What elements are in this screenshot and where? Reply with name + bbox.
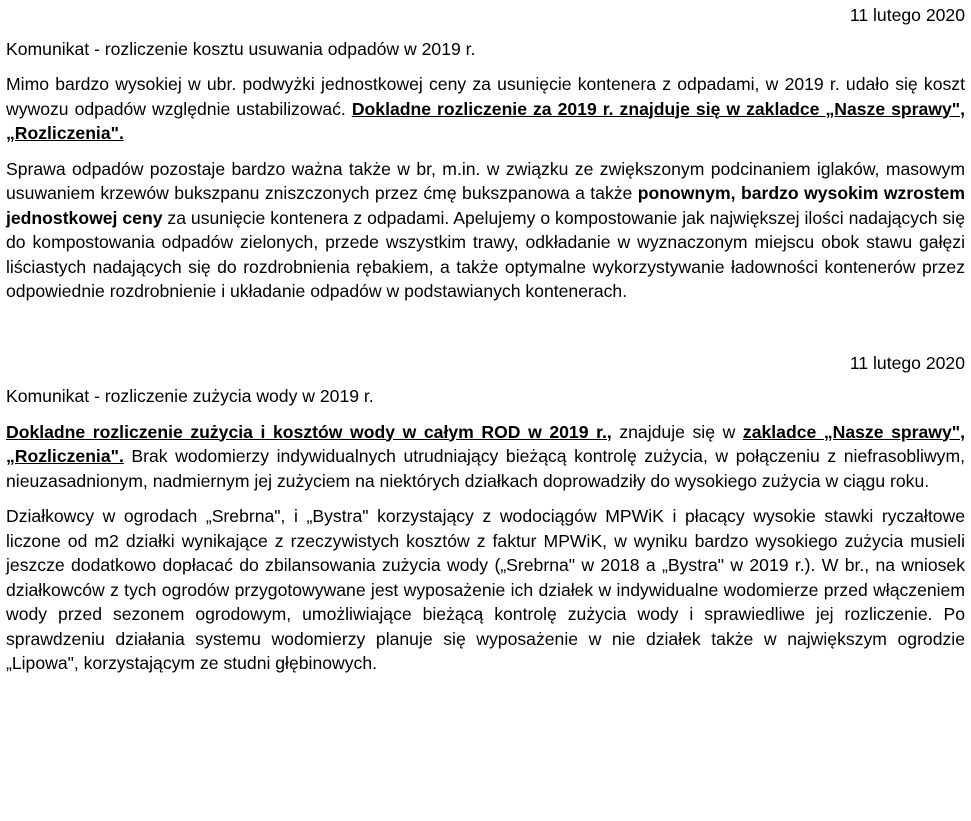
waste-announcement — [6, 3, 965, 304]
tab-reference: zakladce „Nasze sprawy", „Rozliczenia". — [6, 421, 965, 466]
announcement-date: 11 lutego 2020 — [849, 352, 965, 373]
paragraph-text: Brak wodomierzy indywidualnych utrudniający bieżącą kontrolę zużycia, w połączeniu z niefrasobliwym, nieuzasadnionym, nadmiernym jej zużyciem na niektórych działkach doprowadziły do wysokiego zużycia w ciągu roku. — [6, 446, 965, 491]
paragraph — [6, 72, 965, 146]
announcement-title: Komunikat - rozliczenie zużycia wody w 2019 r. — [6, 386, 374, 406]
paragraph-text: Mimo bardzo wysokiej w ubr. podwyżki jednostkowej ceny za usunięcie kontenera z odpadami, w 2019 r. udało się koszt wywozu odpadów względnie ustabilizować. — [6, 74, 965, 119]
section-spacer — [6, 304, 965, 351]
settlement-reference: Dokladne rozliczenie za 2019 r. znajduje się w zakladce „Nasze sprawy", „Rozliczenia". — [6, 98, 965, 143]
document-page — [6, 3, 965, 676]
paragraph: Działkowcy w ogrodach „Srebrna", i „Bystra" korzystający z wodociągów MPWiK i płacący wysokie stawki ryczałtowe liczone od m2 działki wynikające z rzeczywistych kosztów z faktur MPWiK, w wyniku bardzo wysokiego zużycia musieli jeszcze dodatkowo dopłacać do zbilansowania zużycia wody („Srebrna" w 2018 a „Bystra" w 2019 r.). W br., na wniosek działkowców z tych ogrodów przygotowywane jest wyposażenie ich działek w indywidualne wodomierze przed włączeniem wody przed sezonem ogrodowym, umożliwiające bieżącą kontrolę zużycia wody i sprawiedliwe jej rozliczenie. Po sprawdzeniu działania systemu wodomierzy planuje się wyposażenie w nie działek także w największym ogrodzie „Lipowa", korzystającym ze studni głębinowych. — [6, 506, 965, 673]
announcement-date: 11 lutego 2020 — [849, 5, 965, 25]
paragraph-text: Sprawa odpadów pozostaje bardzo ważna także w br, m.in. w związku ze zwiększonym podcinaniem iglaków, masowym usuwaniem krzewów bukszpanu zniszczonych przez ćmę bukszpanowa a także — [6, 158, 965, 203]
paragraph-text: znajduje się w — [611, 421, 743, 442]
paragraph — [6, 157, 965, 304]
announcement-title: Komunikat - rozliczenie kosztu usuwania odpadów w 2019 r. — [6, 38, 476, 59]
water-announcement — [6, 351, 965, 676]
paragraph — [6, 420, 965, 494]
settlement-reference: Dokladne rozliczenie zużycia i kosztów wody w całym ROD w 2019 r., — [6, 421, 612, 442]
paragraph-text: za usunięcie kontenera z odpadami. Apelujemy o kompostowanie jak największej ilości nadających się do kompostowania odpadów zielonych, przede wszystkim trawy, odkładanie w wyznaczonym miejscu obok stawu gałęzi liściastych nadających się do rozdrobnienia rębakiem, a także optymalne wykorzystywanie ładowności kontenerów przez odpowiednie rozdrobnienie i układanie odpadów w podstawianych kontenerach. — [6, 207, 965, 301]
emphasis-text: ponownym, bardzo wysokim wzrostem jednostkowej ceny — [6, 183, 965, 228]
